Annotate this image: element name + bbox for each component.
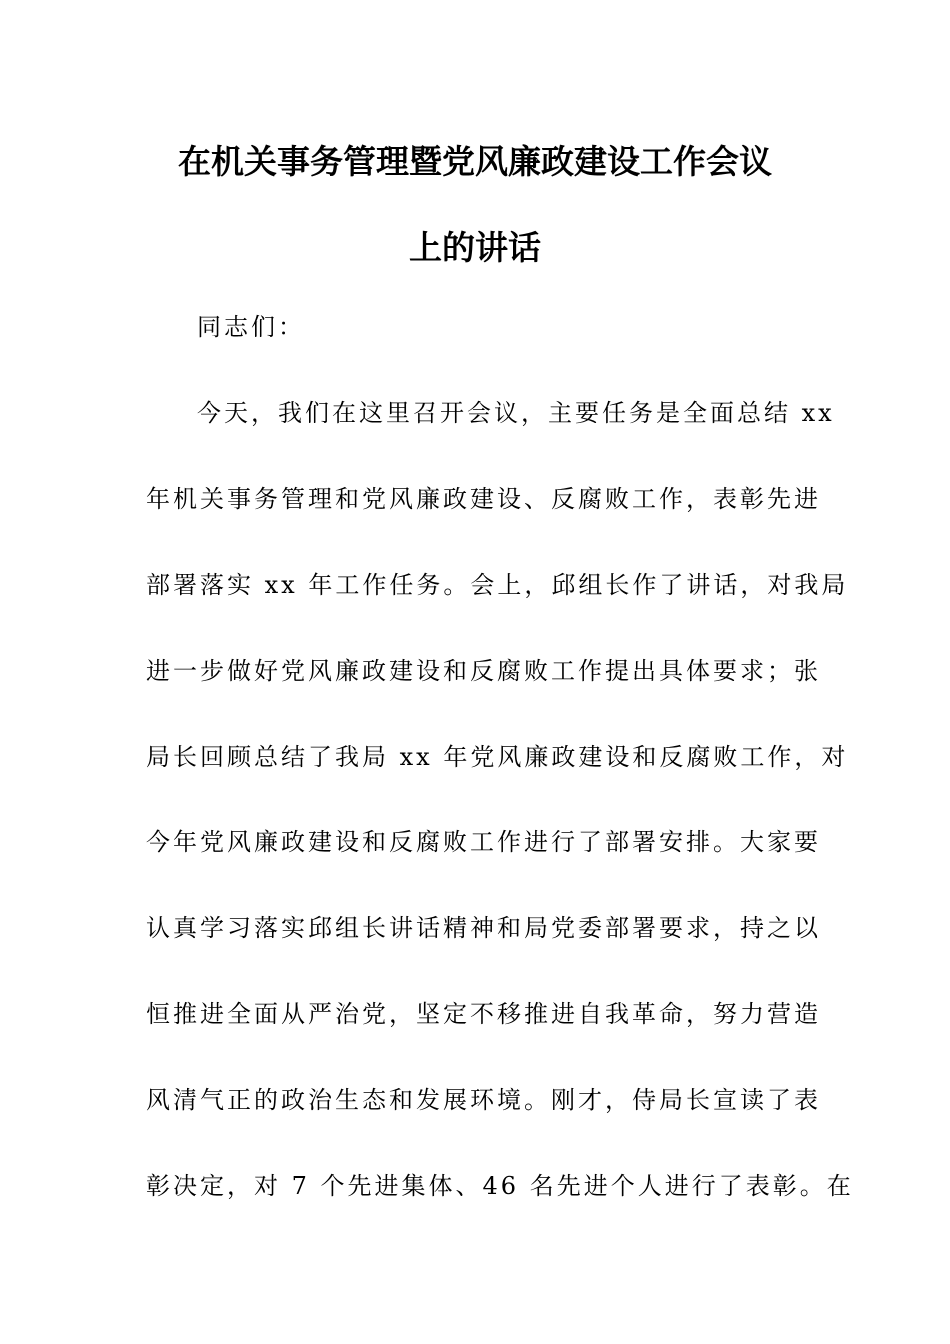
document-title-line-2: 上的讲话 [409, 228, 541, 267]
paragraph-line: 局长回顾总结了我局 xx 年党风廉政建设和反腐败工作，对 [146, 743, 849, 771]
salutation: 同志们： [197, 313, 305, 341]
paragraph-line: 认真学习落实邱组长讲话精神和局党委部署要求，持之以 [146, 914, 821, 942]
paragraph-line: 部署落实 xx 年工作任务。会上，邱组长作了讲话，对我局 [146, 571, 849, 599]
paragraph-line: 彰决定，对 7 个先进集体、46 名先进个人进行了表彰。在 [146, 1172, 854, 1200]
paragraph-line: 恒推进全面从严治党，坚定不移推进自我革命，努力营造 [146, 1000, 821, 1028]
paragraph-line: 风清气正的政治生态和发展环境。刚才，侍局长宣读了表 [146, 1086, 821, 1114]
paragraph-line: 年机关事务管理和党风廉政建设、反腐败工作，表彰先进 [146, 485, 821, 513]
document-title-line-1: 在机关事务管理暨党风廉政建设工作会议 [178, 142, 772, 181]
paragraph-line: 今年党风廉政建设和反腐败工作进行了部署安排。大家要 [146, 828, 821, 856]
paragraph-line: 进一步做好党风廉政建设和反腐败工作提出具体要求；张 [146, 657, 821, 685]
paragraph-line: 今天，我们在这里召开会议，主要任务是全面总结 xx [197, 399, 835, 427]
